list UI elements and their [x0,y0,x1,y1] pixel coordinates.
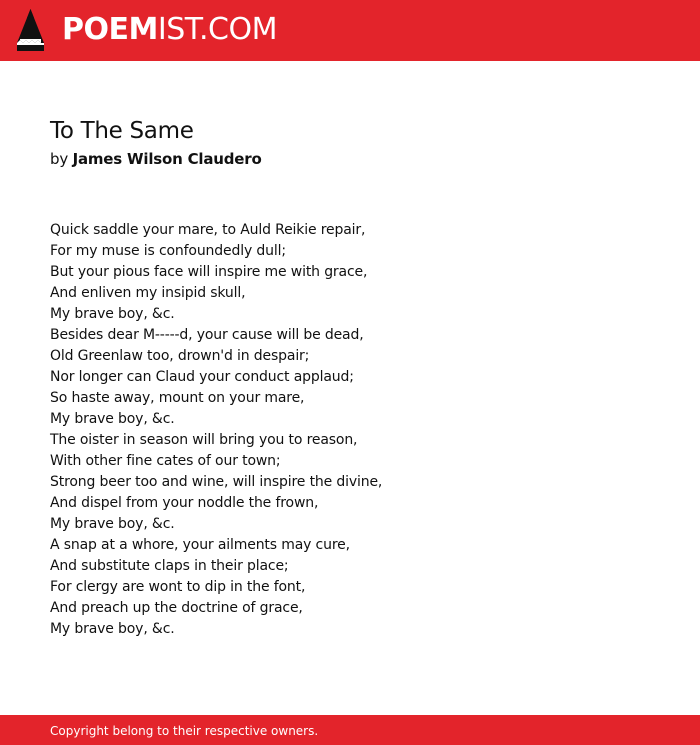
poem-line: My brave boy, &c. [50,621,175,637]
poem-line: Old Greenlaw too, drown'd in despair; [50,348,310,364]
poem-line: Strong beer too and wine, will inspire the divine, [50,474,383,490]
site-footer [0,715,700,745]
poem-line: So haste away, mount on your mare, [50,390,305,406]
logo-light-text: IST.COM [157,12,277,47]
poem-line: And preach up the doctrine of grace, [50,600,303,616]
site-logo[interactable] [62,12,277,48]
poem-line: My brave boy, &c. [50,306,175,322]
byline-prefix: by [50,150,68,168]
poem-line: A snap at a whore, your ailments may cure, [50,537,350,553]
author-name: James Wilson Claudero [72,150,262,168]
pencil-icon[interactable] [17,9,44,51]
poem-line: For my muse is confoundedly dull; [50,243,286,259]
poem-line: My brave boy, &c. [50,411,175,427]
poem-line: The oister in season will bring you to reason, [50,432,358,448]
poem-line: Quick saddle your mare, to Auld Reikie repair, [50,222,366,238]
poem-content [50,113,670,640]
poem-line: For clergy are wont to dip in the font, [50,579,306,595]
poem-line: And enliven my insipid skull, [50,285,246,301]
poem-line: But your pious face will inspire me with grace, [50,264,368,280]
poem-line: And substitute claps in their place; [50,558,289,574]
logo-bold-text: POEM [62,12,158,47]
poem-body [50,220,670,640]
poem-line: My brave boy, &c. [50,516,175,532]
poem-line: Besides dear M-----d, your cause will be dead, [50,327,364,343]
poem-title: To The Same [50,118,194,144]
poem-line: With other fine cates of our town; [50,453,281,469]
poem-line: Nor longer can Claud your conduct applaud; [50,369,354,385]
copyright-text: Copyright belong to their respective owners. [50,724,319,738]
site-header [0,0,700,61]
byline [50,149,670,169]
poem-line: And dispel from your noddle the frown, [50,495,319,511]
